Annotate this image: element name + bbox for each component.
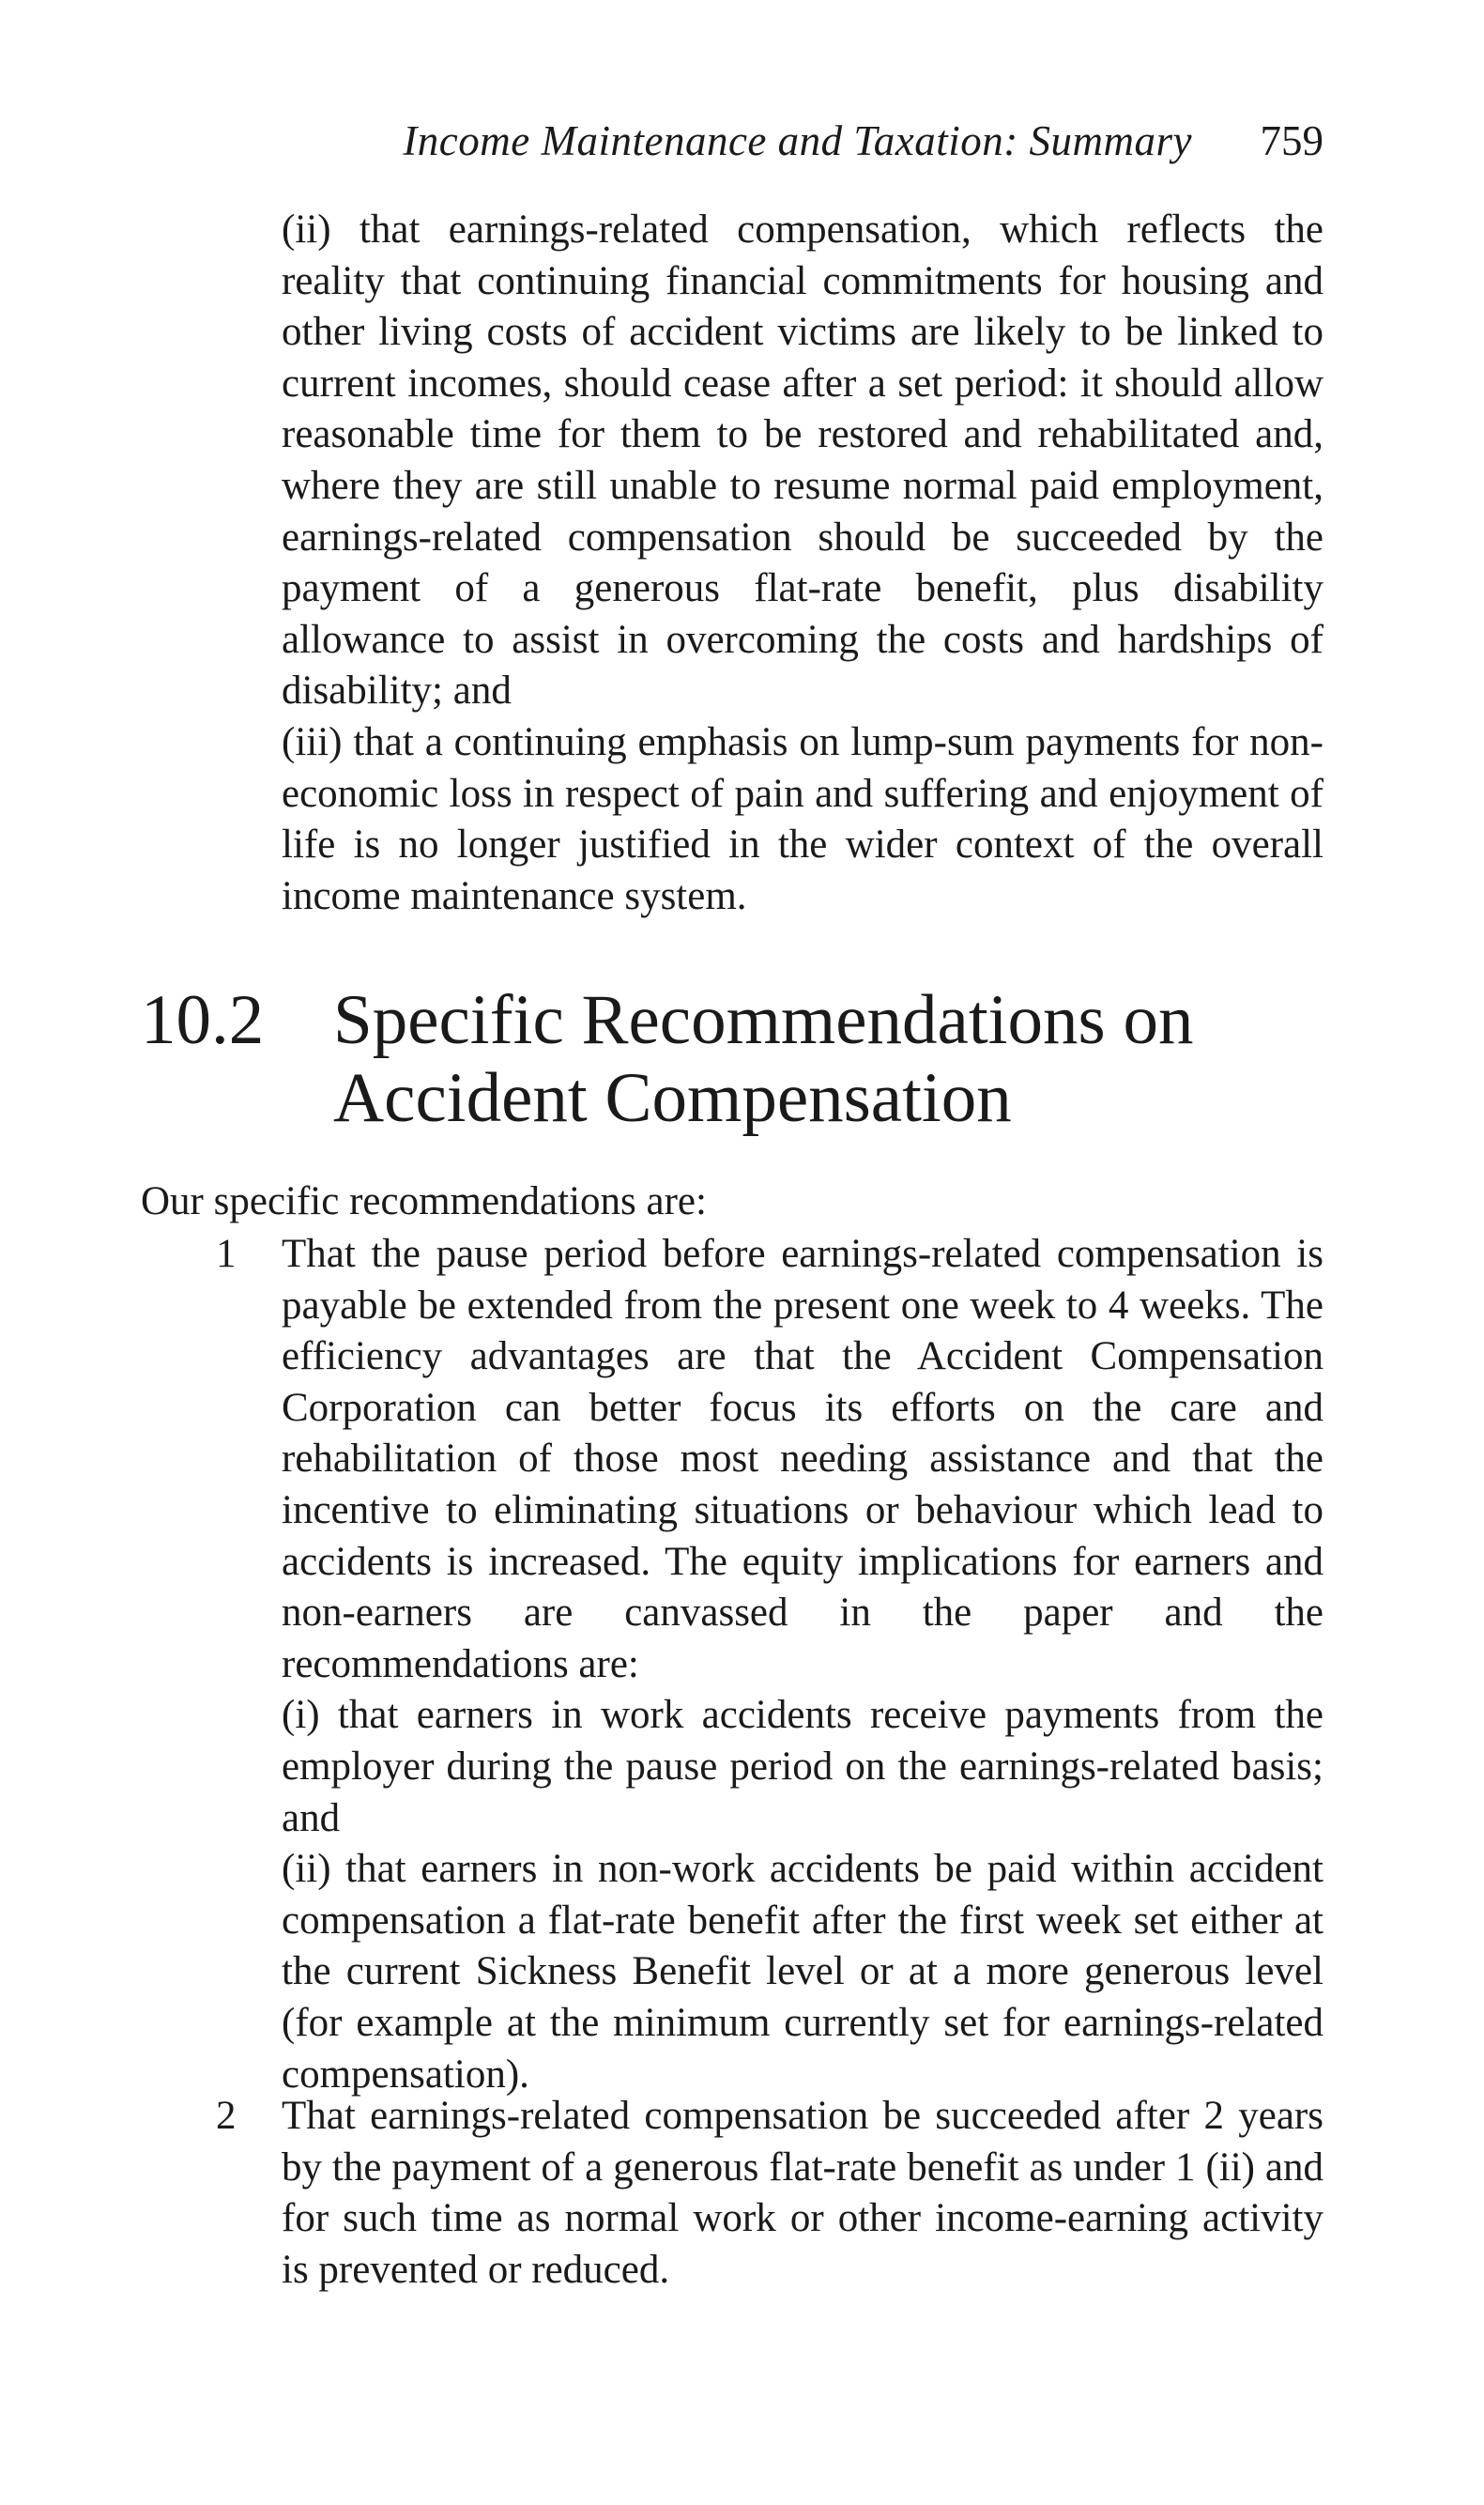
recommendation-text: That earnings-related compensation be succeeded after 2 years by the payment of a generous flat-rate benefit as under 1 (ii) and for such time as normal work or other income-earning activity is prevented or reduced. [282,2094,1323,2292]
section-intro: Our specific recommendations are: [141,1179,707,1223]
running-header [282,116,1323,182]
page-number: 759 [1260,117,1323,164]
running-title: Income Maintenance and Taxation: Summary [403,117,1192,164]
recommendation-sub-i: (i) that earners in work accidents receive payments from the employer during the pause period on the earnings-related basis; and [282,1693,1323,1840]
paragraph-iii: (iii) that a continuing emphasis on lump-sum payments for non-economic loss in respect of pain and suffering and enjoyment of life is no longer justified in the wider context of the overall income maintenance system. [282,719,1323,918]
continued-list [282,205,1323,922]
recommendation-body [282,2091,1323,2296]
recommendation-number: 2 [216,2094,237,2138]
recommendation-sub-ii: (ii) that earners in non-work accidents be paid within accident compensation a flat-rate benefit after the first week set either at the current Sickness Benefit level or at a more generous level (for example at the minimum currently set for earnings-related compensation). [282,1847,1323,2097]
recommendation-body [282,1229,1323,2100]
recommendation-text: That the pause period before earnings-related compensation is payable be extended from the present one week to 4 weeks. The efficiency advantages are that the Accident Compensation Corporation can better focus its efforts on the care and rehabilitation of those most needing assistance and that the incentive to eliminating situations or behaviour which lead to accidents is increased. The equity implications for earners and non-earners are canvassed in the paper and the recommendations are: [282,1232,1323,1686]
section-title-line-2: Accident Compensation [333,1059,1012,1137]
section-number: 10.2 [141,981,265,1059]
paragraph-ii: (ii) that earnings-related compensation, which reflects the reality that continuing financial commitments for housing and other living costs of accident victims are likely to be linked to current incomes, should cease after a set period: it should allow reasonable time for them to be restored and rehabilitated and, where they are still unable to resume normal paid employment, earnings-related compensation should be succeeded by the payment of a generous flat-rate benefit, plus disability allowance to assist in overcoming the costs and hardships of disability; and [282,207,1323,714]
recommendation-number: 1 [216,1232,237,1276]
section-title-line-1: Specific Recommendations on [333,981,1194,1059]
section-title [333,981,1319,1137]
